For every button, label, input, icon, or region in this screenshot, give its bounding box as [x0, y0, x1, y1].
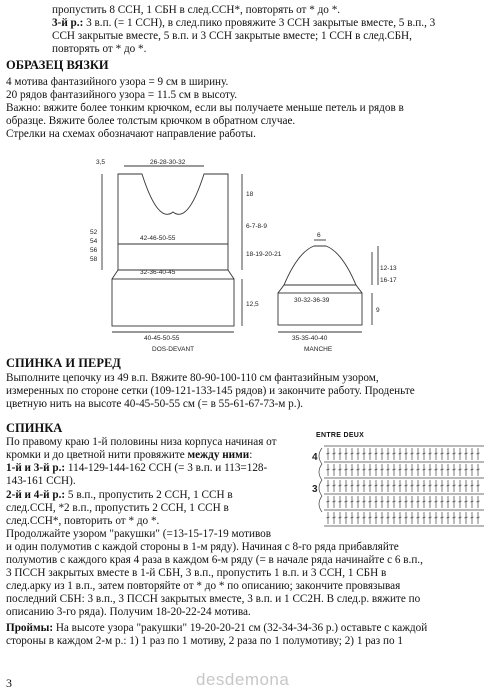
stitch-mark [459, 517, 462, 518]
back-row24-l3: след.ССН*, повторить от * до *. [6, 515, 160, 527]
stitch-mark [363, 469, 366, 470]
stitch-mark [393, 485, 396, 486]
stitch-mark [399, 517, 402, 518]
stitch-mark [447, 517, 450, 518]
intro-line-1: пропустить 8 ССН, 1 СБН в след.ССН*, повторять от * до *. [52, 4, 341, 16]
stitch-mark [405, 517, 408, 518]
stitch-mark [417, 501, 420, 502]
sample-line-4: образце. Вяжите более толстым крючком в обратном случае. [6, 115, 296, 127]
stitch-mark [399, 485, 402, 486]
back-wide-1: и один полумотив с каждой стороны в 1-м ряду). Начиная с 8-го ряда прибавляйте [6, 541, 399, 553]
stitch-mark [471, 453, 474, 454]
stitch-mark [327, 485, 330, 486]
front-heading: СПИНКА И ПЕРЕД [6, 356, 121, 370]
stitch-mark [411, 453, 414, 454]
stitch-mark [393, 453, 396, 454]
sample-heading: ОБРАЗЕЦ ВЯЗКИ [6, 58, 109, 72]
stitch-mark [453, 517, 456, 518]
back-wide-3: 3 ПССН закрытых вместе в 1-й СБН, 3 в.п., пропустить 1 в.п. и 3 ССН, 1 СБН в [6, 567, 387, 579]
label-size-58: 58 [90, 256, 98, 263]
pattern-schematic [88, 152, 408, 358]
stitch-mark [411, 501, 414, 502]
stitch-mark [435, 501, 438, 502]
stitch-mark [477, 469, 480, 470]
stitch-mark [477, 501, 480, 502]
stitch-mark [441, 517, 444, 518]
bodice-band [112, 279, 234, 326]
label-size-56: 56 [90, 247, 98, 254]
stitch-mark [435, 517, 438, 518]
front-line-1: Выполните цепочку из 49 в.п. Вяжите 80-90-100-110 см фантазийным узором, [6, 372, 379, 384]
label-mid-width: 42-46-50-55 [140, 235, 176, 242]
stitch-mark [453, 485, 456, 486]
stitch-mark [459, 501, 462, 502]
stitch-mark [411, 469, 414, 470]
stitch-mark [393, 501, 396, 502]
row13-label: 1-й и 3-й р.: [6, 462, 66, 474]
stitch-mark [339, 517, 342, 518]
stitch-mark [405, 501, 408, 502]
back-line-2-bold: между ними [187, 449, 250, 461]
stitch-mark [381, 485, 384, 486]
label-sleeve-band: 9 [376, 307, 380, 314]
stitch-mark [429, 485, 432, 486]
stitch-mark [381, 501, 384, 502]
stitch-mark [387, 469, 390, 470]
stitch-mark [363, 453, 366, 454]
label-sleeve-top: 6 [317, 232, 321, 239]
stitch-mark [333, 501, 336, 502]
stitch-mark [369, 469, 372, 470]
stitch-mark [351, 501, 354, 502]
back-wide-2: полумотив с каждого края 4 раза в каждом 6-м ряду (= в начале ряда начинайте с 6 в.п., [6, 554, 423, 566]
stitch-mark [441, 469, 444, 470]
intro-row3-line-3: повторять от * до *. [52, 43, 147, 55]
stitch-mark [423, 469, 426, 470]
stitch-mark [319, 480, 322, 496]
stitch-mark [399, 501, 402, 502]
stitch-mark [387, 485, 390, 486]
back-narrow-line: Продолжайте узором "ракушки" (=13-15-17-19 мотивов [6, 528, 272, 540]
stitch-mark [357, 485, 360, 486]
row13-text: 114-129-144-162 ССН (= 3 в.п. и 113=128- [65, 462, 268, 474]
stitch-mark [435, 469, 438, 470]
stitch-mark [357, 517, 360, 518]
sample-line-2: 20 рядов фантазийного узора = 11.5 см в высоту. [6, 89, 238, 101]
label-size-52: 52 [90, 229, 98, 236]
label-size-54: 54 [90, 238, 98, 245]
stitch-mark [387, 453, 390, 454]
label-sleeve-bottom: 35-35-40-40 [292, 335, 328, 342]
schema-row-3: 3 [312, 484, 318, 495]
stitch-mark [375, 469, 378, 470]
label-side-mid1: 6-7-8-9 [246, 223, 267, 230]
stitch-mark [411, 485, 414, 486]
stitch-mark [351, 453, 354, 454]
label-top-width: 26-28-30-32 [150, 159, 186, 166]
stitch-mark [327, 517, 330, 518]
stitch-mark [459, 485, 462, 486]
stitch-mark [465, 453, 468, 454]
stitch-mark [333, 485, 336, 486]
stitch-mark [369, 453, 372, 454]
back-row13-cont: 143-161 ССН). [6, 475, 76, 487]
stitch-mark [375, 501, 378, 502]
stitch-mark [465, 485, 468, 486]
back-line-1: По правому краю 1-й половины низа корпуса начиная от [6, 436, 277, 448]
stitch-mark [477, 453, 480, 454]
row24-label: 2-й и 4-й р.: [6, 489, 66, 501]
stitch-mark [357, 453, 360, 454]
stitch-mark [369, 501, 372, 502]
intro-row3-line-2: ССН закрытые вместе, 5 в.п. и 3 ССН закрытые вместе; 1 ССН в след.СБН, [52, 30, 412, 42]
stitch-mark [339, 501, 342, 502]
stitch-mark [417, 485, 420, 486]
front-line-3: цветную нить на высоте 40-45-50-55 см (= в 55-61-67-73-м р.). [6, 398, 304, 410]
stitch-mark [435, 453, 438, 454]
back-line-2-text: кромки и до цветной нити провяжите [6, 449, 188, 461]
stitch-mark [417, 469, 420, 470]
stitch-mark [357, 501, 360, 502]
stitch-mark [423, 485, 426, 486]
back-row24 [6, 489, 233, 502]
stitch-mark [459, 469, 462, 470]
label-sleeve-right1: 12-13 [380, 265, 397, 272]
stitch-mark [465, 501, 468, 502]
stitch-mark [393, 517, 396, 518]
stitch-mark [405, 469, 408, 470]
label-sleeve-right2: 16-17 [380, 277, 397, 284]
stitch-mark [319, 448, 322, 464]
stitch-mark [351, 517, 354, 518]
stitch-mark [441, 453, 444, 454]
label-band-height: 12,5 [246, 301, 259, 308]
stitch-mark [447, 501, 450, 502]
back-wide-4: след.арку из 1 в.п., затем повторяйте от * до * по описанию; закончите провязывая [6, 580, 401, 592]
sleeve-outline [284, 246, 356, 285]
stitch-mark [411, 517, 414, 518]
back-row24-l2: след.ССН, *2 в.п., пропустить 2 ССН, 1 ССН в [6, 502, 229, 514]
label-bottom-width: 40-45-50-55 [144, 335, 180, 342]
back-line-2-end: : [249, 449, 253, 461]
label-bodice-caption: DOS-DEVANT [152, 346, 195, 353]
stitch-mark [417, 453, 420, 454]
stitch-mark [339, 453, 342, 454]
stitch-mark [319, 464, 322, 480]
stitch-mark [387, 501, 390, 502]
stitch-mark [357, 469, 360, 470]
stitch-mark [381, 517, 384, 518]
label-side-top: 18 [246, 191, 254, 198]
stitch-mark [345, 517, 348, 518]
stitch-mark [435, 485, 438, 486]
bodice-outline [118, 174, 228, 270]
stitch-mark [387, 517, 390, 518]
label-side-mid2: 18-19-20-21 [246, 251, 282, 258]
stitch-mark [465, 469, 468, 470]
stitch-mark [327, 501, 330, 502]
stitch-mark [351, 469, 354, 470]
front-line-2: измеренных по стороне сетки (109-121-133-145 рядов) и закончите работу. Проденьте [6, 385, 415, 397]
stitch-mark [393, 469, 396, 470]
stitch-mark [429, 469, 432, 470]
stitch-mark [447, 485, 450, 486]
proims-label: Проймы: [6, 622, 54, 634]
stitch-mark [423, 453, 426, 454]
intro-row3-line [52, 17, 435, 30]
stitch-mark [345, 469, 348, 470]
stitch-mark [363, 517, 366, 518]
stitch-mark [345, 453, 348, 454]
stitch-mark [381, 469, 384, 470]
sample-line-3: Важно: вяжите более тонким крючком, если вы получаете меньше петель и рядов в [6, 102, 404, 114]
stitch-mark [423, 501, 426, 502]
stitch-mark [477, 485, 480, 486]
row24-text: 5 в.п., пропустить 2 ССН, 1 ССН в [65, 489, 233, 501]
stitch-mark [345, 501, 348, 502]
back-proims [6, 622, 427, 635]
stitch-mark [369, 485, 372, 486]
stitch-mark [405, 453, 408, 454]
stitch-mark [447, 469, 450, 470]
stitch-mark [417, 517, 420, 518]
sample-line-5: Стрелки на схемах обозначают направление работы. [6, 128, 256, 140]
stitch-mark [453, 453, 456, 454]
stitch-mark [333, 517, 336, 518]
stitch-mark [453, 469, 456, 470]
label-waist-width: 32-36-40-45 [140, 269, 176, 276]
stitch-mark [471, 469, 474, 470]
stitch-mark [339, 485, 342, 486]
stitch-mark [459, 453, 462, 454]
watermark: desdemona [196, 670, 290, 689]
stitch-mark [429, 453, 432, 454]
stitch-mark [471, 485, 474, 486]
stitch-mark [471, 501, 474, 502]
schema-row-4: 4 [312, 452, 318, 463]
stitch-mark [375, 485, 378, 486]
label-sleeve-caption: MANCHE [304, 346, 333, 353]
stitch-mark [375, 517, 378, 518]
stitch-mark [327, 453, 330, 454]
stitch-mark [381, 453, 384, 454]
row3-label: 3-й р.: [52, 17, 84, 29]
stitch-mark [441, 501, 444, 502]
stitch-mark [333, 453, 336, 454]
stitch-mark [363, 485, 366, 486]
stitch-mark [375, 453, 378, 454]
stitch-mark [429, 517, 432, 518]
stitch-mark [399, 453, 402, 454]
page-number: 3 [6, 676, 12, 690]
back-row13 [6, 462, 267, 475]
stitch-mark [447, 453, 450, 454]
stitch-mark [471, 517, 474, 518]
back-wide-6: описанию 3-го ряда). Получим 18-20-22-24 мотива. [6, 606, 251, 618]
label-sleeve-width: 30-32-36-39 [294, 297, 330, 304]
stitch-mark [319, 496, 322, 512]
back-proims-l2: стороны в каждом 2-м р.: 1) 1 раз по 1 мотиву, 2 раза по 1 полумотиву; 2) 1 раз по 1 [6, 635, 403, 647]
stitch-mark [327, 469, 330, 470]
stitch-mark [399, 469, 402, 470]
back-wide-5: последний СБН: 3 в.п., 3 ПССН закрытых вместе, 3 в.п. и 1 СС2Н. В след.р. вяжите по [6, 593, 421, 605]
stitch-mark [453, 501, 456, 502]
row3-text-1: 3 в.п. (= 1 ССН), в след.пико провяжите 3 ССН закрытые вместе, 5 в.п., 3 [83, 17, 436, 29]
schema-title: ENTRE DEUX [316, 432, 365, 439]
stitch-mark [465, 517, 468, 518]
stitch-mark [369, 517, 372, 518]
stitch-mark [405, 485, 408, 486]
crochet-schema [308, 440, 492, 540]
back-heading: СПИНКА [6, 421, 63, 435]
stitch-mark [429, 501, 432, 502]
proims-text: На высоте узора "ракушки" 19-20-20-21 см (32-34-34-36 р.) оставьте с каждой [53, 622, 428, 634]
stitch-mark [477, 517, 480, 518]
stitch-mark [339, 469, 342, 470]
stitch-mark [363, 501, 366, 502]
stitch-mark [423, 517, 426, 518]
stitch-mark [441, 485, 444, 486]
back-line-2 [6, 449, 252, 462]
stitch-mark [333, 469, 336, 470]
stitch-mark [351, 485, 354, 486]
sample-line-1: 4 мотива фантазийного узора = 9 см в ширину. [6, 76, 229, 88]
stitch-mark [345, 485, 348, 486]
label-top-left: 3,5 [96, 159, 106, 166]
